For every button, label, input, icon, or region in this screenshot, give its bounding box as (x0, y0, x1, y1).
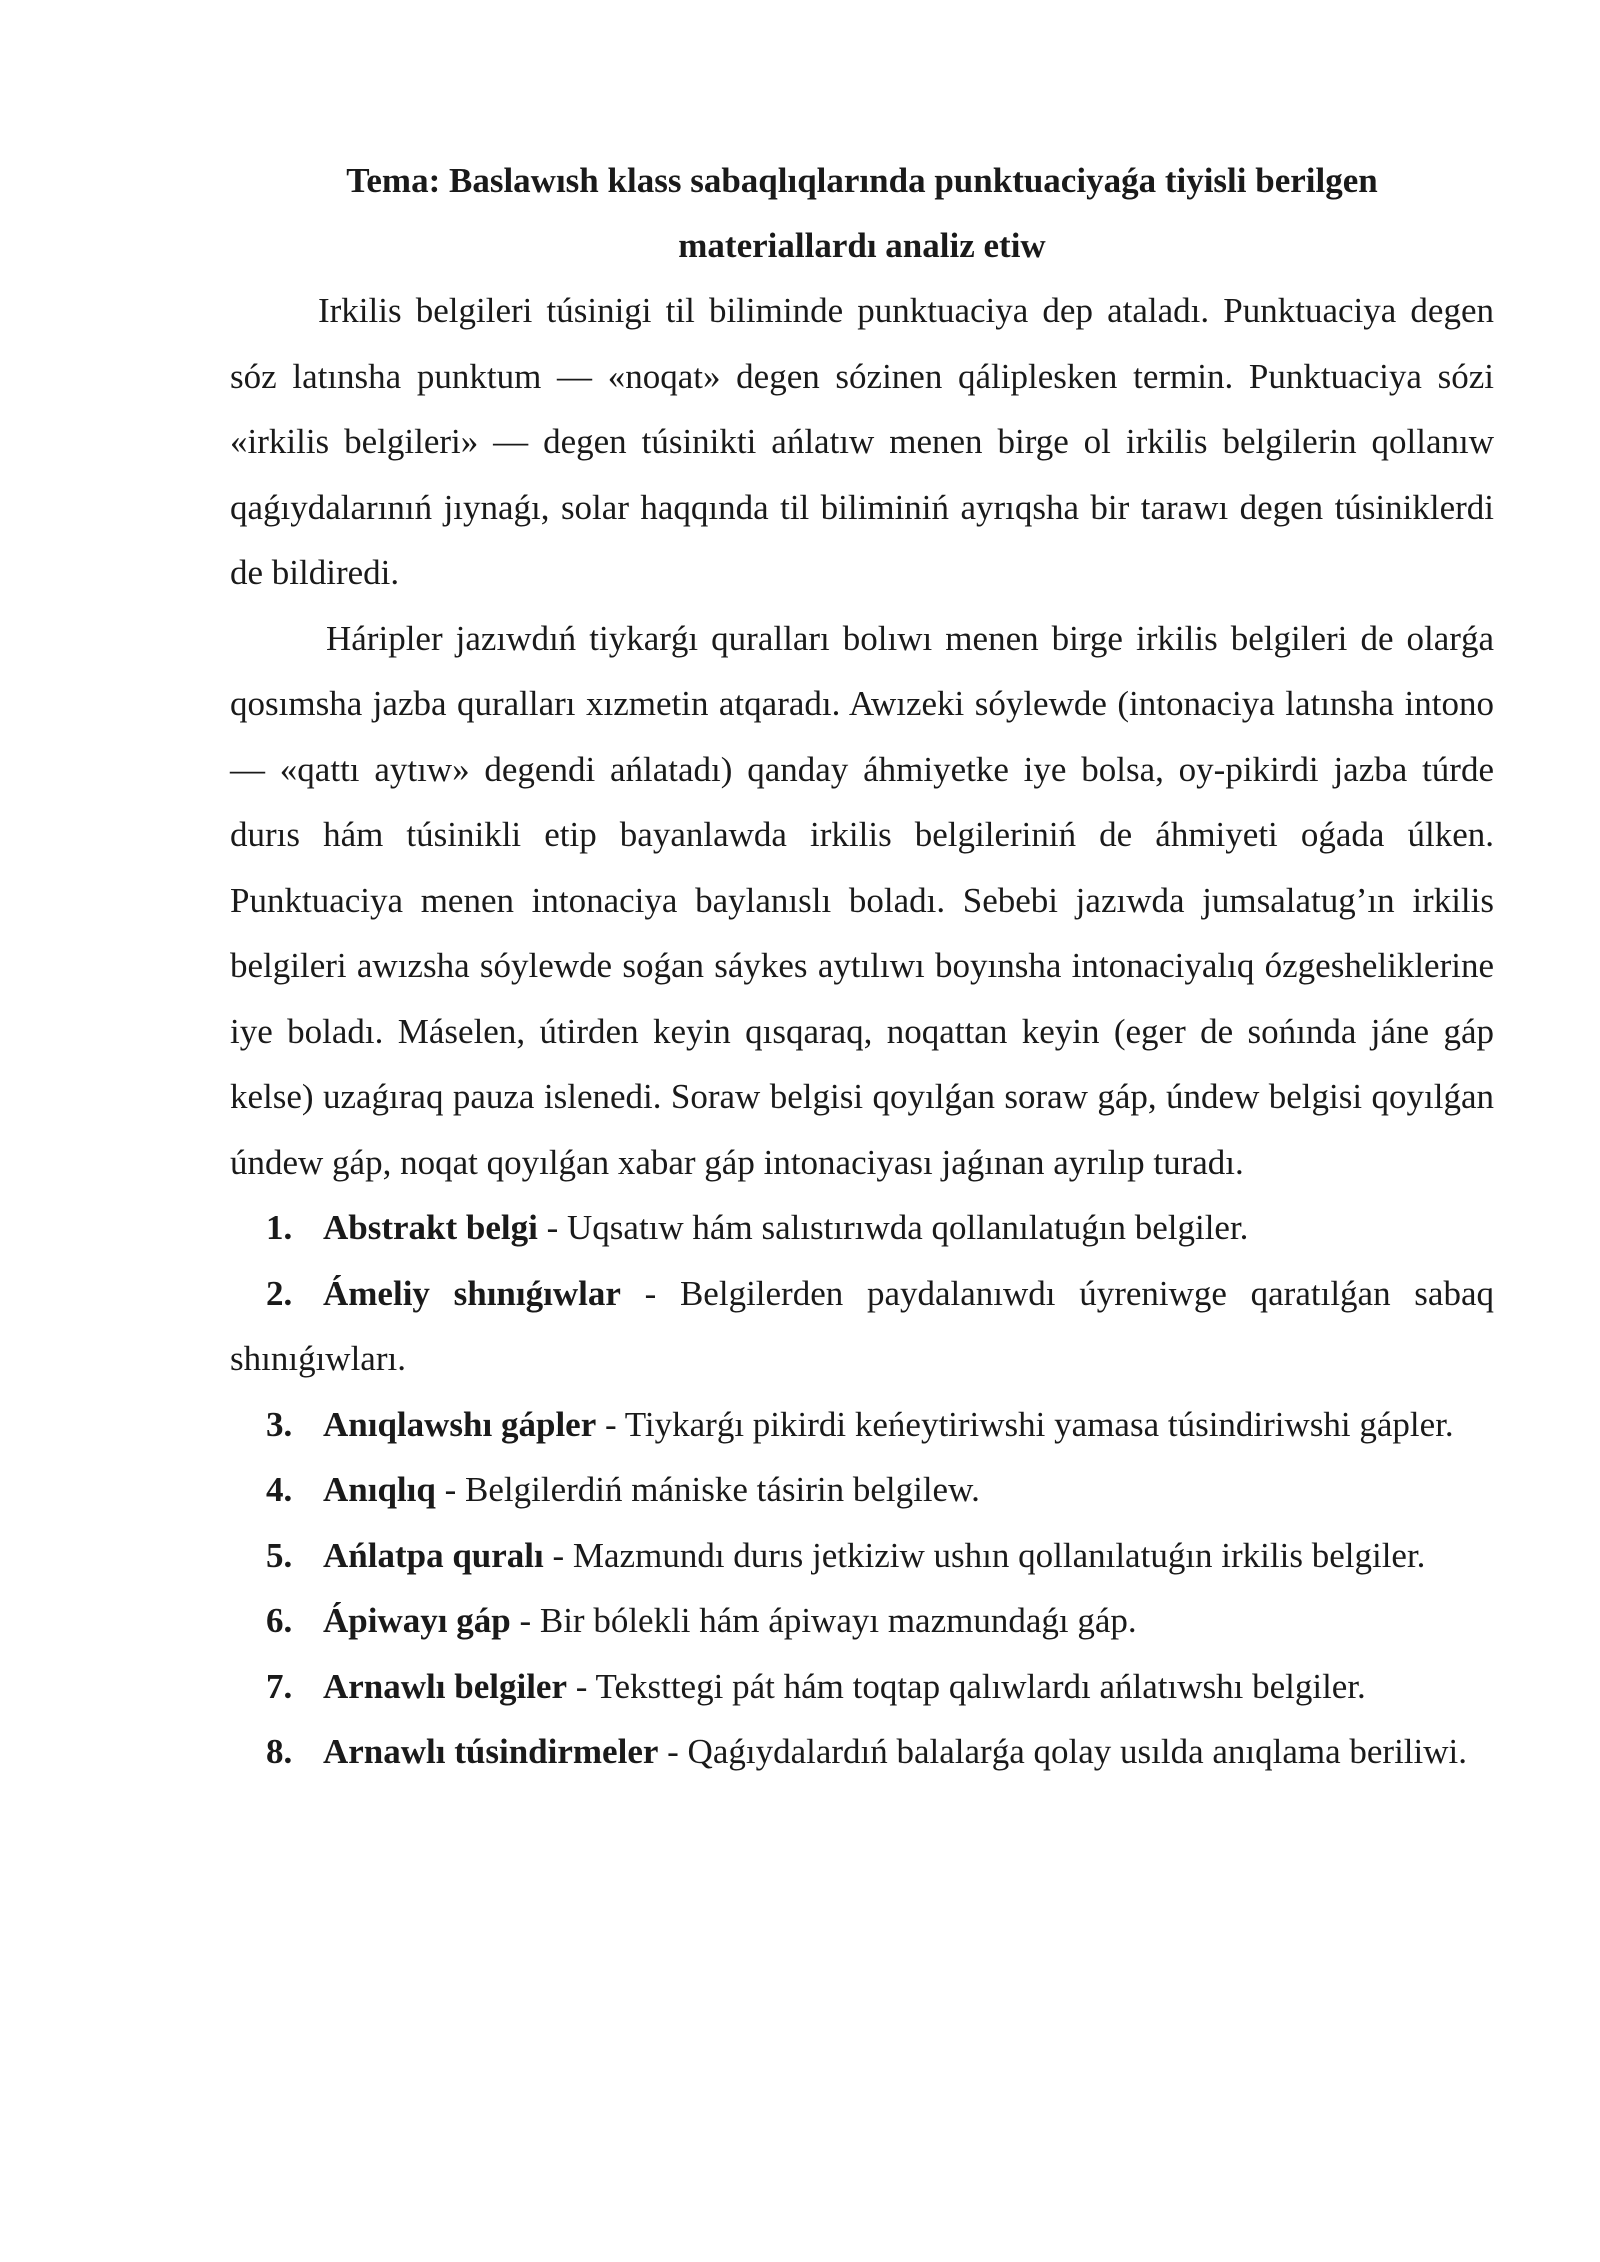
title-line-2: materiallardı analiz etiw (678, 226, 1046, 265)
glossary-item (230, 1392, 1494, 1458)
glossary-definition: - Teksttegi pát hám toqtap qalıwlardı ańlatıwshı belgiler. (567, 1666, 1366, 1706)
paragraph-intro: Irkilis belgileri túsinigi til biliminde punktuaciya dep ataladı. Punktuaciya degen sóz latınsha punktum — «noqat» degen sózinen qáliplesken termin. Punktuaciya sózi «irkilis belgileri» — degen túsinikti ańlatıw menen birge ol irkilis belgilerin qollanıw qaǵıydalarınıń jıynaǵı, solar haqqında til biliminiń ayrıqsha bir tarawı degen túsiniklerdi de bildiredi. (230, 291, 1494, 592)
item-number: 8. (266, 1732, 293, 1771)
glossary-term: Arnawlı belgiler (323, 1666, 567, 1706)
glossary-definition: - Tiykarǵı pikirdi keńeytiriwshi yamasa túsindiriwshi gápler. (596, 1404, 1454, 1444)
glossary-item (230, 1719, 1494, 1785)
glossary-term: Ámeliy shınıǵıwlar (323, 1273, 621, 1313)
item-number: 4. (266, 1470, 293, 1509)
title-line-1: Tema: Baslawısh klass sabaqlıqlarında punktuaciyaǵa tiyisli berilgen (346, 161, 1378, 200)
glossary-item (230, 1457, 1494, 1523)
glossary-definition: - Qaǵıydalardıń balalarǵa qolay usılda anıqlama beriliwi. (658, 1732, 1467, 1771)
glossary-item (230, 1588, 1494, 1654)
glossary-item (230, 1523, 1494, 1589)
document-title (230, 148, 1494, 278)
glossary-definition: - Belgilerdiń mániske tásirin belgilew. (435, 1470, 980, 1509)
item-number: 2. (266, 1273, 293, 1313)
glossary-term: Arnawlı túsindirmeler (323, 1732, 659, 1771)
glossary-definition: - Bir bólekli hám ápiwayı mazmundaǵı gáp. (510, 1601, 1137, 1640)
paragraph-body: Háripler jazıwdıń tiykarǵı quralları bolıwı menen birge irkilis belgileri de olarǵa qosımsha jazba quralları xızmetin atqaradı. Awızeki sóylewde (intonaciya latınsha intono — «qattı aytıw» degendi ańlatadı) qanday áhmiyetke iye bolsa, oy-pikirdi jazba túrde durıs hám túsinikli etip bayanlawda irkilis belgileriniń de áhmiyeti oǵada úlken. Punktuaciya menen intonaciya baylanıslı boladı. Sebebi jazıwda jumsalatug’ın irkilis belgileri awızsha sóylewde soǵan sáykes aytılıwı boyınsha intonaciyalıq ózgesheliklerine iye boladı. Máselen, útirden keyin qısqaraq, noqattan keyin (eger de sońında jáne gáp kelse) uzaǵıraq pauza islenedi. Soraw belgisi qoyılǵan soraw gáp, úndew belgisi qoyılǵan úndew gáp, noqat qoyılǵan xabar gáp intonaciyası jaǵınan ayrılıp turadı. (230, 618, 1494, 1182)
glossary-term: Ańlatpa quralı (323, 1535, 544, 1575)
document-page (230, 148, 1494, 1785)
item-number: 6. (266, 1601, 293, 1640)
glossary-definition: - Belgilerden paydalanıwdı úyreniwge qaratılǵan sabaq shınıǵıwları. (230, 1273, 1494, 1378)
glossary-term: Anıqlıq (323, 1470, 436, 1509)
item-number: 1. (266, 1208, 293, 1247)
glossary-item (230, 1654, 1494, 1720)
item-number: 3. (266, 1404, 293, 1444)
glossary-item (230, 1261, 1494, 1392)
glossary-definition: - Uqsatıw hám salıstırıwda qollanılatuǵın belgiler. (537, 1208, 1249, 1247)
glossary-term: Anıqlawshı gápler (323, 1404, 597, 1444)
glossary-term: Abstrakt belgi (323, 1208, 538, 1247)
glossary-item (230, 1195, 1494, 1261)
item-number: 7. (266, 1666, 293, 1706)
glossary-list (230, 1195, 1494, 1785)
item-number: 5. (266, 1535, 293, 1575)
glossary-definition: - Mazmundı durıs jetkiziw ushın qollanılatuǵın irkilis belgiler. (543, 1535, 1426, 1575)
glossary-term: Ápiwayı gáp (323, 1601, 511, 1640)
